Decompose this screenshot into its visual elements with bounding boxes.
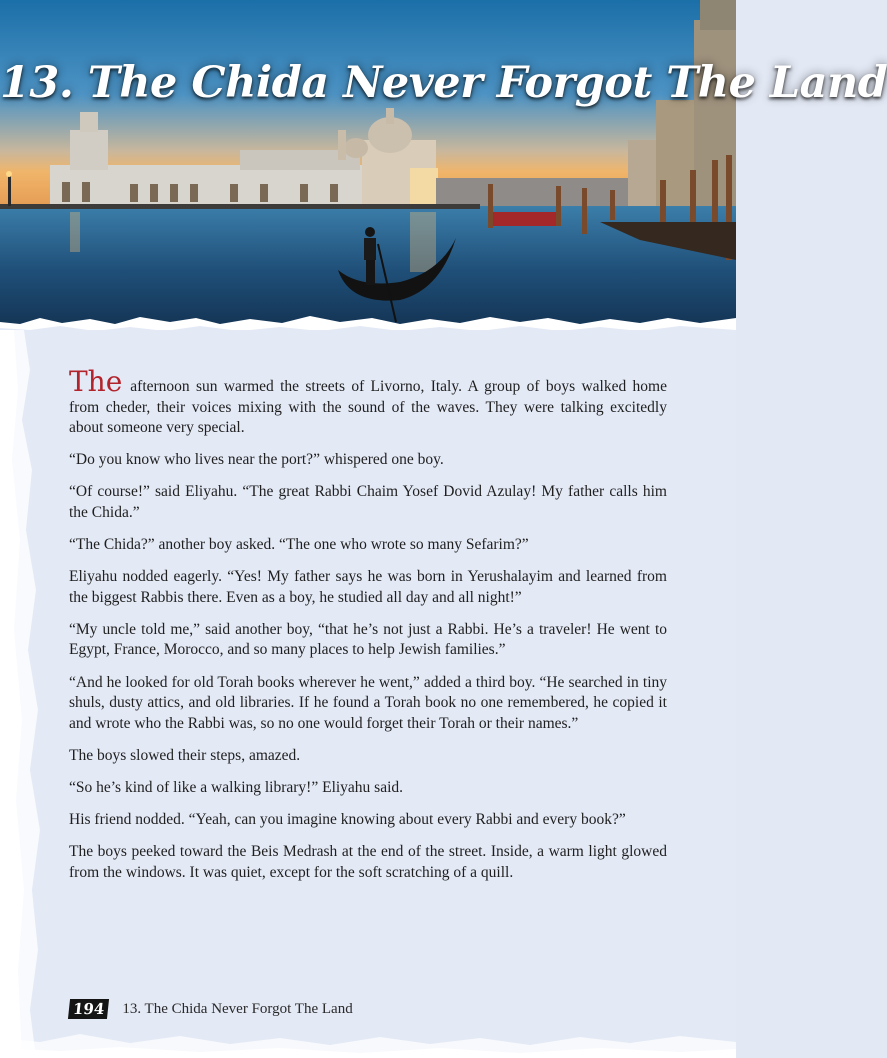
story-paragraph [69,365,667,439]
story-paragraph-text: afternoon sun warmed the streets of Livorno, Italy. A group of boys walked home from cheder, their voices mixing with the sound of the waves. They were talking excitedly about someone very special. [69,378,667,437]
page-footer [69,996,353,1022]
story-paragraph: Eliyahu nodded eagerly. “Yes! My father says he was born in Yerushalayim and learned from the biggest Rabbis there. Even as a boy, he studied all day and all night!” [69,568,667,606]
story-text [69,365,667,895]
story-paragraph: His friend nodded. “Yeah, can you imagine knowing about every Rabbi and every book?” [69,811,626,828]
page-left-texture [0,330,44,1058]
story-paragraph: “Of course!” said Eliyahu. “The great Rabbi Chaim Yosef Dovid Azulay! My father calls him the Chida.” [69,483,667,521]
chapter-title: 13. The Chida Never Forgot The Land [0,58,887,108]
story-paragraph: The boys slowed their steps, amazed. [69,746,301,764]
hero-image [0,0,887,336]
story-paragraph: “The Chida?” another boy asked. “The one who wrote so many Sefarim?” [69,536,529,554]
running-title: 13. The Chida Never Forgot The Land [122,1000,353,1017]
drop-cap: The [69,365,123,398]
story-paragraph: “Do you know who lives near the port?” whispered one boy. [69,451,444,469]
story-paragraph: “And he looked for old Torah books wherever he went,” added a third boy. “He searched in tiny shuls, dusty attics, and old libraries. If he found a Torah book no one remembered, he copied it and wrote who the Rabbi was, so no one would forget their Torah or their names.” [69,673,667,732]
venice-canal-illustration [0,0,887,336]
page-number: 194 [68,999,109,1019]
story-paragraph: “So he’s kind of like a walking library!” Eliyahu said. [69,778,404,796]
story-paragraph: The boys peeked toward the Beis Medrash at the end of the street. Inside, a warm light glowed from the windows. It was quiet, except for the soft scratching of a quill. [69,843,667,881]
story-paragraph: “My uncle told me,” said another boy, “that he’s not just a Rabbi. He’s a traveler! He went to Egypt, France, Morocco, and so many places to help Jewish families.” [69,620,667,659]
